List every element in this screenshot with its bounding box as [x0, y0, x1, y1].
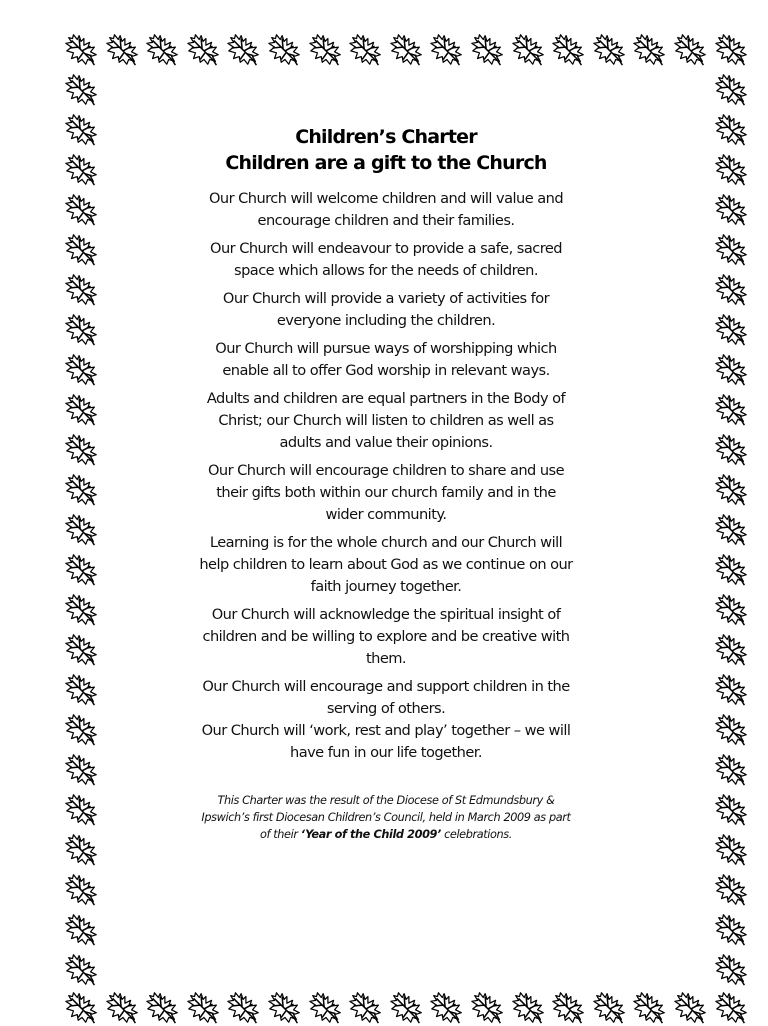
maple-leaf-icon: [713, 830, 751, 868]
maple-leaf-icon: [63, 910, 101, 948]
maple-leaf-icon: [713, 750, 751, 788]
maple-leaf-icon: [713, 630, 751, 668]
maple-leaf-icon: [713, 350, 751, 388]
footnote-text: This Charter was the result of the Diocese of St Edmundsbury & Ipswich’s first Diocesan Children’s Council, held in March 2009 as part of their: [201, 794, 571, 841]
maple-leaf-icon: [713, 110, 751, 148]
maple-leaf-icon: [63, 550, 101, 588]
maple-leaf-icon: [63, 630, 101, 668]
maple-leaf-icon: [713, 470, 751, 508]
maple-leaf-icon: [428, 30, 466, 68]
maple-leaf-icon: [713, 70, 751, 108]
maple-leaf-icon: [713, 150, 751, 188]
maple-leaf-icon: [63, 710, 101, 748]
maple-leaf-icon: [63, 110, 101, 148]
maple-leaf-icon: [63, 830, 101, 868]
maple-leaf-icon: [63, 350, 101, 388]
maple-leaf-icon: [63, 470, 101, 508]
maple-leaf-icon: [510, 30, 548, 68]
maple-leaf-icon: [63, 270, 101, 308]
charter-paragraph: Our Church will acknowledge the spiritual insight of children and be willing to explore and be creative with them.: [202, 606, 570, 667]
maple-leaf-icon: [63, 430, 101, 468]
maple-leaf-icon: [713, 270, 751, 308]
maple-leaf-icon: [713, 190, 751, 228]
maple-leaf-icon: [713, 710, 751, 748]
footnote-text-end: celebrations.: [440, 828, 512, 841]
maple-leaf-icon: [225, 30, 263, 68]
maple-leaf-icon: [591, 30, 629, 68]
footnote-emphasis: ‘Year of the Child 2009’: [300, 828, 441, 841]
maple-leaf-icon: [631, 30, 669, 68]
maple-leaf-icon: [713, 430, 751, 468]
maple-leaf-icon: [388, 30, 426, 68]
charter-paragraph: Our Church will endeavour to provide a safe, sacred space which allows for the needs of children.: [210, 240, 562, 279]
charter-paragraph: Learning is for the whole church and our Church will help children to learn about God as we continue on our faith journey together.: [199, 534, 573, 595]
charter-paragraph: Our Church will pursue ways of worshipping which enable all to offer God worship in relevant ways.: [215, 340, 557, 379]
maple-leaf-icon: [63, 510, 101, 548]
maple-leaf-icon: [63, 870, 101, 908]
charter-subtitle: Children are a gift to the Church: [225, 152, 547, 174]
maple-leaf-icon: [713, 30, 751, 68]
maple-leaf-icon: [144, 30, 182, 68]
maple-leaf-icon: [63, 390, 101, 428]
maple-leaf-icon: [63, 750, 101, 788]
charter-paragraph: Our Church will welcome children and will value and encourage children and their families.: [208, 190, 564, 229]
maple-leaf-icon: [713, 390, 751, 428]
maple-leaf-icon: [550, 30, 588, 68]
maple-leaf-icon: [266, 30, 304, 68]
maple-leaf-icon: [672, 30, 710, 68]
maple-leaf-icon: [63, 230, 101, 268]
maple-leaf-icon: [185, 30, 223, 68]
charter-content: [198, 124, 574, 854]
maple-leaf-icon: [63, 670, 101, 708]
charter-paragraph: Adults and children are equal partners in the Body of Christ; our Church will listen to children as well as adults and value their opinions.: [206, 390, 566, 451]
maple-leaf-icon: [63, 70, 101, 108]
maple-leaf-icon: [469, 30, 507, 68]
maple-leaf-icon: [713, 790, 751, 828]
maple-leaf-icon: [63, 30, 101, 68]
maple-leaf-icon: [63, 950, 101, 988]
maple-leaf-icon: [63, 310, 101, 348]
maple-leaf-icon: [63, 790, 101, 828]
charter-paragraph: Our Church will ‘work, rest and play’ together – we will have fun in our life together.: [201, 722, 571, 761]
maple-leaf-icon: [713, 950, 751, 988]
charter-title: Children’s Charter: [295, 126, 477, 148]
maple-leaf-icon: [63, 190, 101, 228]
maple-leaf-icon: [63, 590, 101, 628]
maple-leaf-icon: [713, 590, 751, 628]
maple-leaf-icon: [713, 670, 751, 708]
maple-leaf-icon: [713, 310, 751, 348]
maple-leaf-icon: [713, 550, 751, 588]
charter-paragraph: Our Church will encourage children to share and use their gifts both within our church family and in the wider community.: [207, 462, 565, 523]
maple-leaf-icon: [63, 150, 101, 188]
maple-leaf-icon: [713, 910, 751, 948]
maple-leaf-icon: [713, 870, 751, 908]
charter-footnote: [198, 792, 574, 843]
maple-leaf-icon: [713, 510, 751, 548]
maple-leaf-icon: [307, 30, 345, 68]
maple-leaf-icon: [713, 230, 751, 268]
maple-leaf-icon: [347, 30, 385, 68]
charter-paragraph: Our Church will encourage and support children in the serving of others.: [202, 678, 570, 717]
charter-paragraph: Our Church will provide a variety of activities for everyone including the children.: [222, 290, 550, 329]
maple-leaf-icon: [104, 30, 142, 68]
